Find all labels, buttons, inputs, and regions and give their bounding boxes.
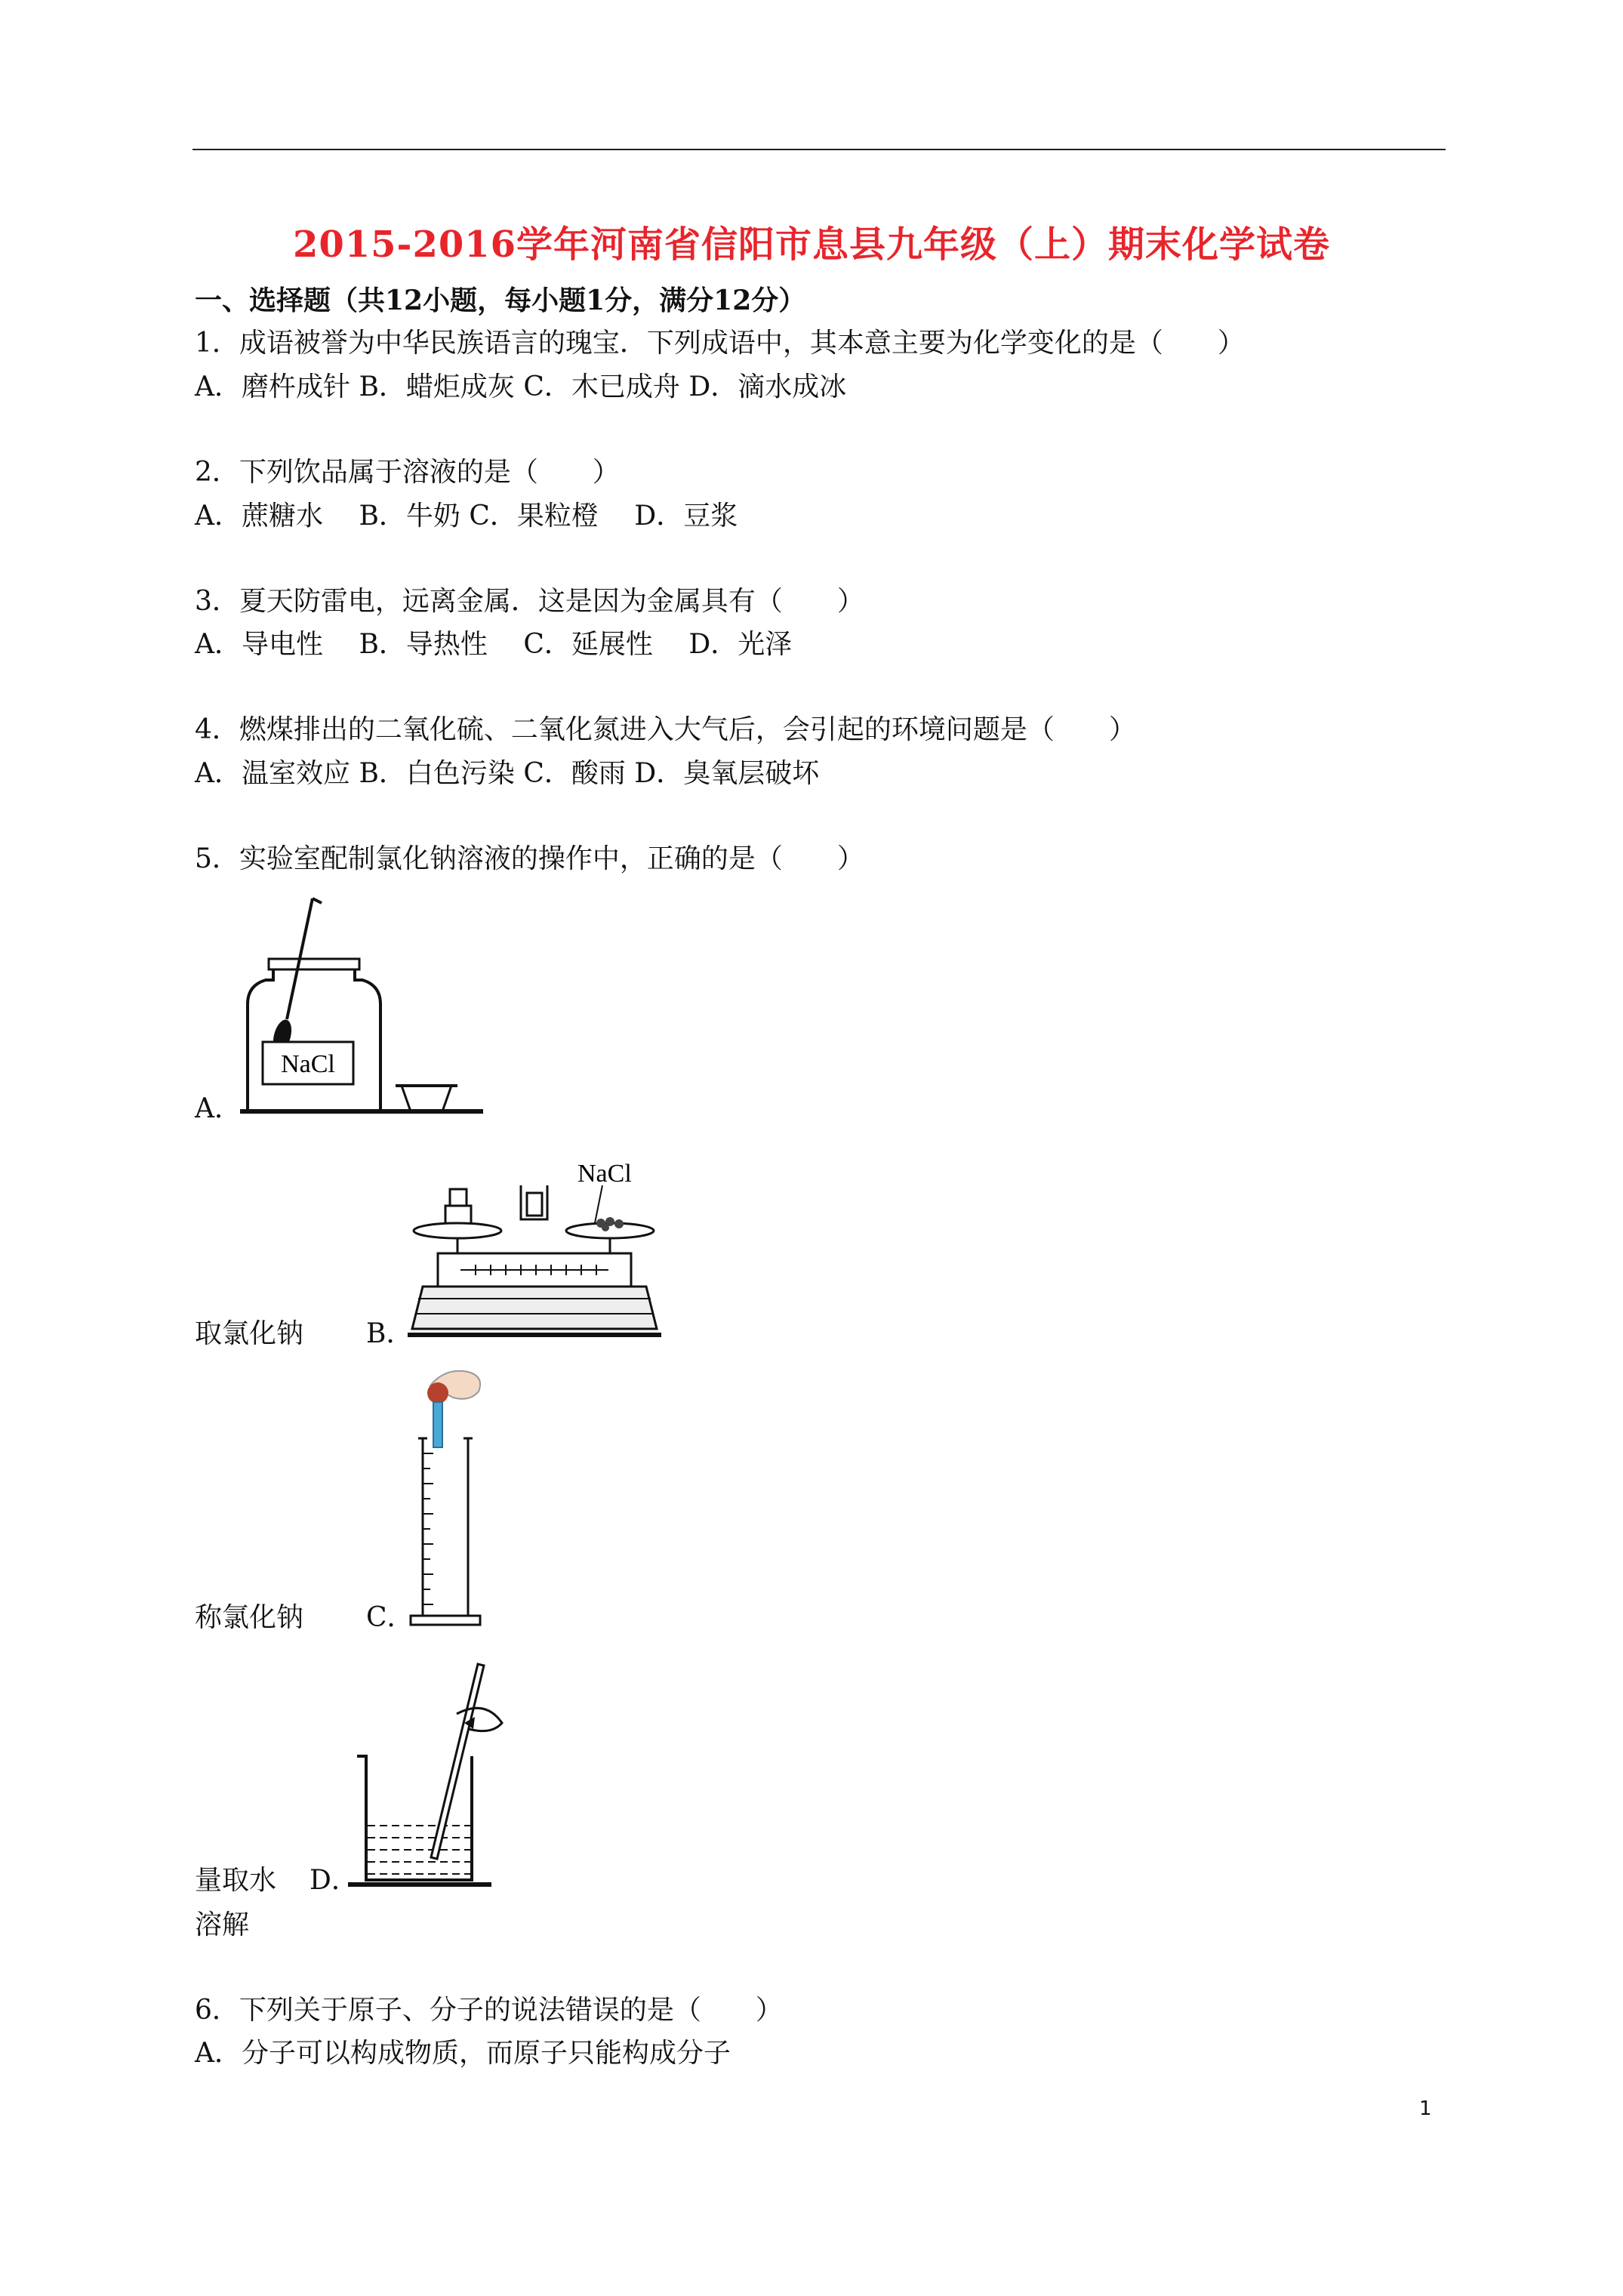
question-5-stem: 5．实验室配制氯化钠溶液的操作中，正确的是（ ） <box>195 843 864 874</box>
question-3-stem: 3．夏天防雷电，远离金属．这是因为金属具有（ ） <box>195 586 864 617</box>
question-1-stem: 1．成语被誉为中华民族语言的瑰宝．下列成语中，其本意主要为化学变化的是（ ） <box>195 328 1245 359</box>
header-rule <box>192 149 1446 150</box>
question-6-option-a: A．分子可以构成物质，而原子只能构成分子 <box>195 2038 731 2069</box>
beaker-figure <box>343 1653 517 1895</box>
question-4-options: A．温室效应 B．白色污染 C．酸雨 D．臭氧层破坏 <box>195 758 820 789</box>
option-b-label: B． <box>366 1318 414 1349</box>
question-2-options: A．蔗糖水 B．牛奶 C．果粒橙 D．豆浆 <box>195 501 738 532</box>
section-heading: 一、选择题（共12小题，每小题1分，满分12分） <box>195 285 806 316</box>
scale-label: NaCl <box>577 1160 632 1188</box>
question-4-stem: 4．燃煤排出的二氧化硫、二氧化氮进入大气后，会引起的环境问题是（ ） <box>195 714 1136 745</box>
option-c-label: C． <box>366 1602 414 1633</box>
graduated-cylinder-figure <box>400 1363 513 1635</box>
question-1-options: A．磨杵成针 B．蜡炬成灰 C．木已成舟 D．滴水成冰 <box>195 371 847 402</box>
option-a-label: A． <box>195 1093 242 1124</box>
question-6-stem: 6．下列关于原子、分子的说法错误的是（ ） <box>195 1995 783 2026</box>
page-number: 1 <box>1419 2097 1432 2120</box>
page-title: 2015-2016学年河南省信阳市息县九年级（上）期末化学试卷 <box>292 223 1331 266</box>
caption-a: 取氯化钠 <box>195 1318 304 1349</box>
reagent-jar-figure <box>234 891 491 1117</box>
question-3-options: A．导电性 B．导热性 C．延展性 D．光泽 <box>195 629 793 660</box>
caption-c: 量取水 <box>195 1865 277 1896</box>
balance-scale-figure <box>408 1148 664 1344</box>
question-2-stem: 2．下列饮品属于溶液的是（ ） <box>195 457 620 488</box>
caption-d: 溶解 <box>195 1909 250 1940</box>
jar-label: NaCl <box>281 1050 335 1078</box>
option-d-label: D． <box>310 1865 359 1896</box>
caption-b: 称氯化钠 <box>195 1602 304 1633</box>
